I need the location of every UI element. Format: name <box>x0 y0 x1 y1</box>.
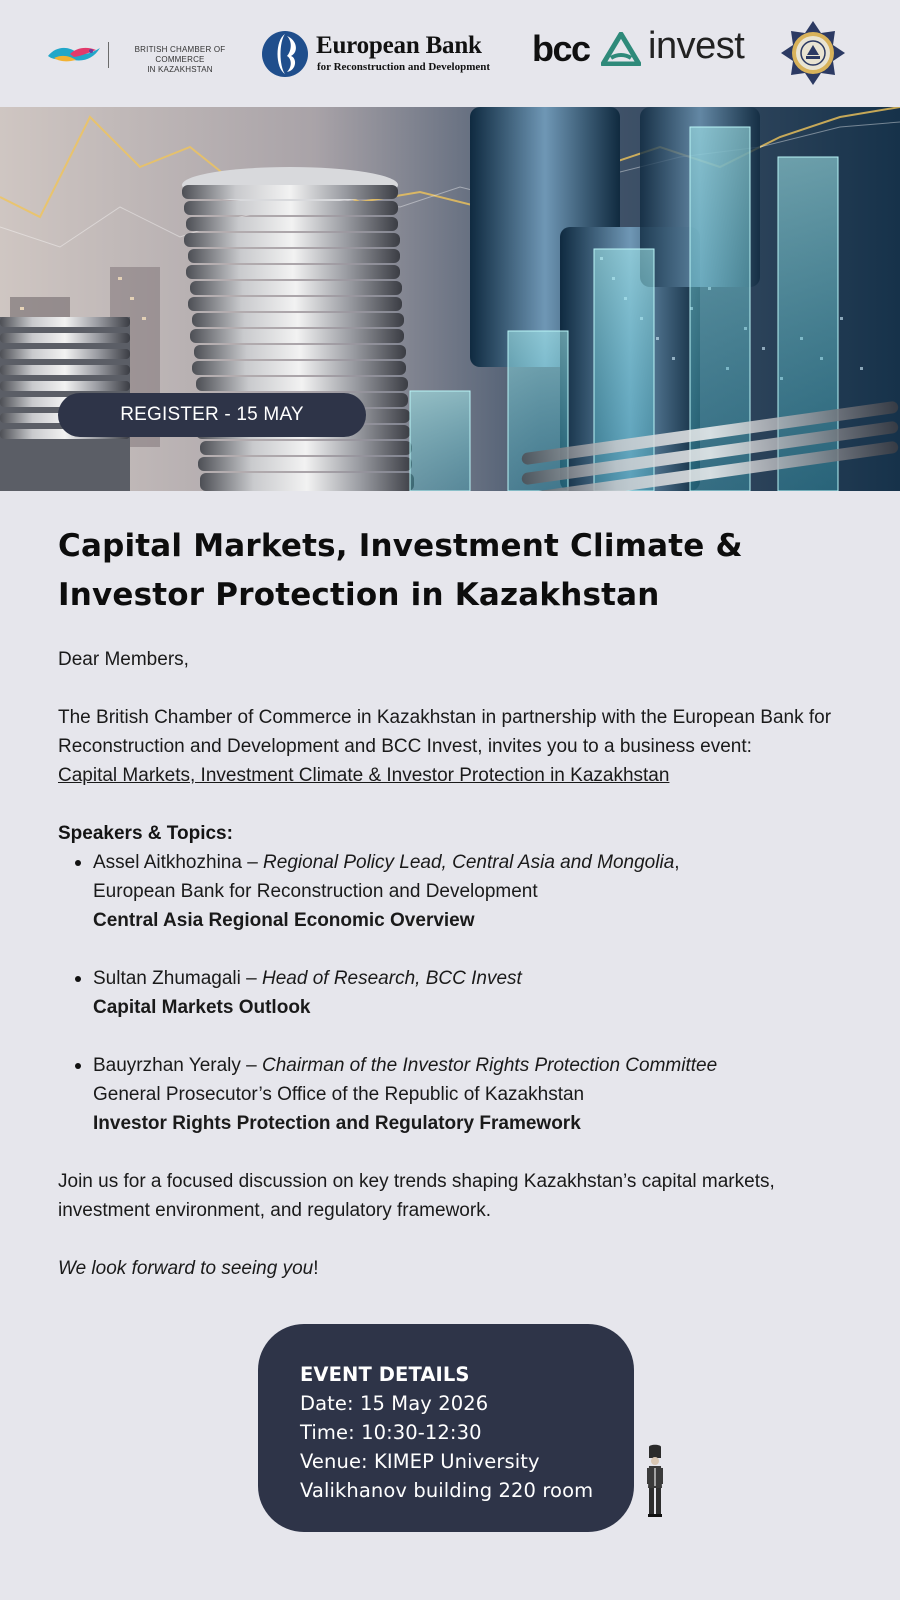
event-room: Valikhanov building 220 room <box>300 1479 594 1502</box>
bird-icon <box>46 42 104 68</box>
list-item <box>58 1051 858 1138</box>
speaker-line <box>93 964 858 993</box>
event-details-card <box>258 1324 634 1532</box>
invitation-content <box>58 522 858 1283</box>
page-title <box>58 522 858 620</box>
speaker-list <box>58 848 858 1138</box>
ebrd-mark-icon <box>261 30 309 78</box>
intro-paragraph <box>58 703 858 790</box>
speakers-heading: Speakers & Topics: <box>58 823 233 844</box>
bcck-logo <box>46 36 246 76</box>
bcc-wordmark: bcc <box>532 28 590 69</box>
event-date: Date: 15 May 2026 <box>300 1392 489 1415</box>
register-button[interactable]: REGISTER - 15 MAY <box>58 393 366 437</box>
logo-divider <box>108 42 109 68</box>
event-details-heading: EVENT DETAILS <box>300 1363 470 1386</box>
bcck-logo-text <box>116 45 244 75</box>
speaker-role: Regional Policy Lead, Central Asia and Mongolia <box>263 852 675 873</box>
speaker-role-suffix: , <box>674 852 680 873</box>
speaker-organization: European Bank for Reconstruction and Development <box>93 881 538 902</box>
royal-guard-icon <box>644 1444 666 1518</box>
bcck-line2: IN KAZAKHSTAN <box>147 65 213 74</box>
closing-text: We look forward to seeing you <box>58 1258 314 1279</box>
closing-mark: ! <box>313 1258 319 1279</box>
speaker-role: Head of Research, BCC Invest <box>262 968 522 989</box>
title-line-2: Investor Protection in Kazakhstan <box>58 577 660 613</box>
title-line-1: Capital Markets, Investment Climate & <box>58 528 743 564</box>
bcc-triangle-icon <box>601 32 641 66</box>
list-item <box>58 964 858 1022</box>
speaker-topic: Capital Markets Outlook <box>93 997 311 1018</box>
speaker-topic: Investor Rights Protection and Regulatory Framework <box>93 1113 581 1134</box>
speaker-role: Chairman of the Investor Rights Protection Committee <box>262 1055 718 1076</box>
speaker-separator: – <box>240 968 262 989</box>
intro-text: The British Chamber of Commerce in Kazakhstan in partnership with the European Bank for Reconstruction and Development and BCC Invest, invites you to a business event: <box>58 707 832 757</box>
list-item <box>58 848 858 935</box>
speaker-separator: – <box>240 1055 263 1076</box>
ebrd-name: European Bank <box>316 32 482 59</box>
bcc-invest-logo <box>532 25 754 72</box>
bcck-line1: BRITISH CHAMBER OF COMMERCE <box>134 45 226 64</box>
speaker-name: Assel Aitkhozhina <box>93 852 242 873</box>
hero-banner <box>0 107 900 491</box>
outro-paragraph: Join us for a focused discussion on key trends shaping Kazakhstan’s capital markets, investment environment, and regulatory framework. <box>58 1171 775 1221</box>
speaker-name: Sultan Zhumagali <box>93 968 241 989</box>
speaker-line <box>93 848 858 877</box>
speaker-separator: – <box>241 852 264 873</box>
closing-line <box>58 1254 858 1283</box>
speaker-organization: General Prosecutor’s Office of the Republic of Kazakhstan <box>93 1084 585 1105</box>
logo-bar <box>0 0 900 107</box>
speaker-name: Bauyrzhan Yeraly <box>93 1055 241 1076</box>
event-title-link[interactable]: Capital Markets, Investment Climate & Investor Protection in Kazakhstan <box>58 765 670 786</box>
speaker-topic: Central Asia Regional Economic Overview <box>93 910 475 931</box>
event-time: Time: 10:30-12:30 <box>300 1421 482 1444</box>
ebrd-subtitle: for Reconstruction and Development <box>317 61 491 73</box>
speaker-line <box>93 1051 858 1080</box>
greeting: Dear Members, <box>58 649 189 670</box>
invest-wordmark: invest <box>648 25 745 67</box>
event-venue: Venue: KIMEP University <box>300 1450 540 1473</box>
prosecutor-seal-icon <box>780 20 846 86</box>
ebrd-logo <box>261 28 511 80</box>
